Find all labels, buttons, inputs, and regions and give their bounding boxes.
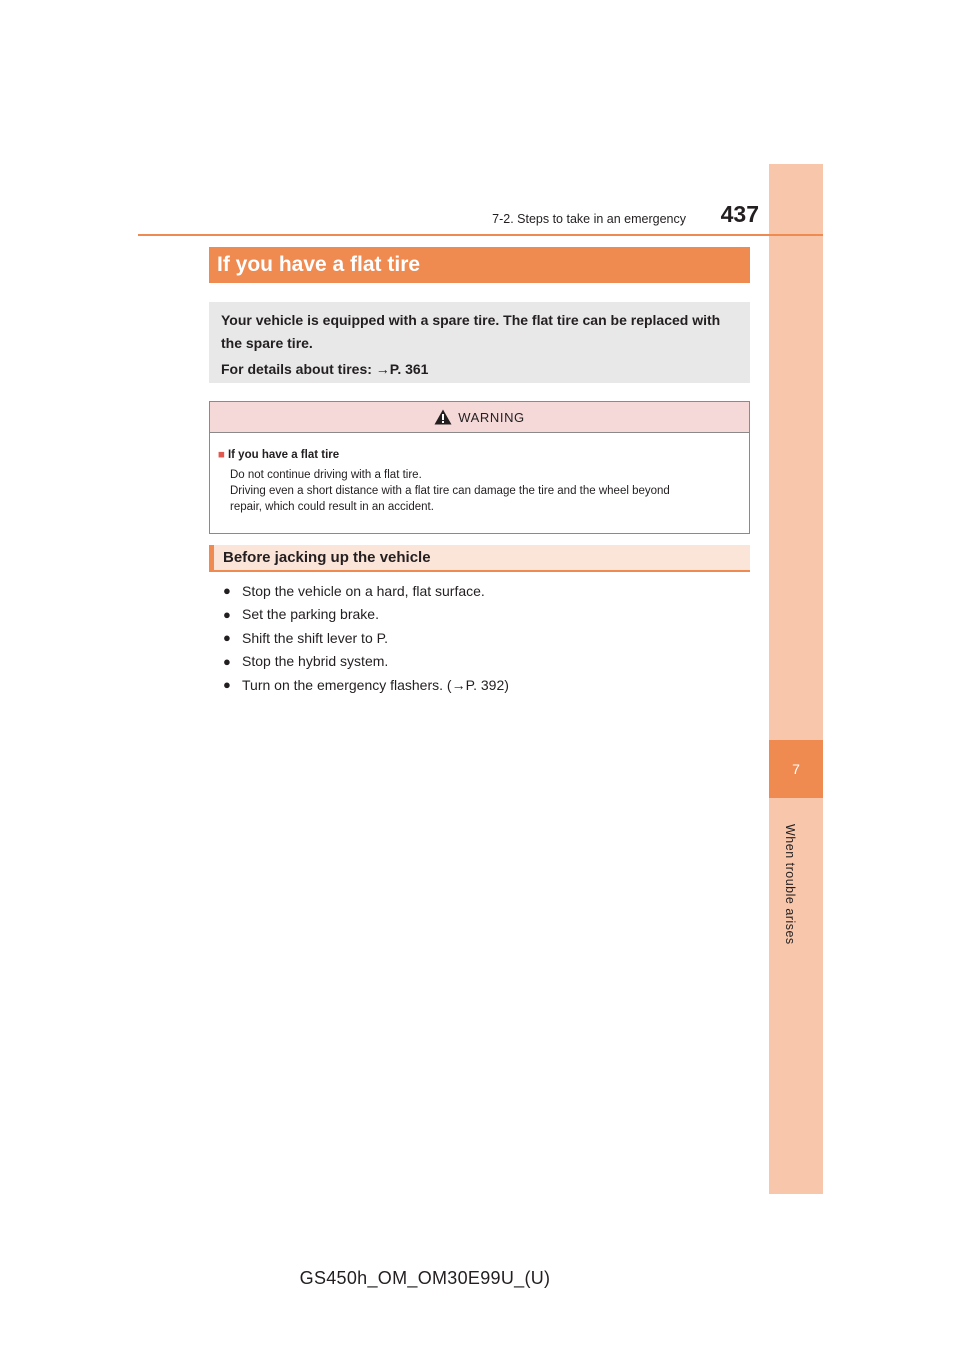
chapter-side-tab [769,164,823,1194]
list-item [223,650,743,674]
warning-body [210,433,749,515]
section-title: 7-2. Steps to take in an emergency [492,212,686,226]
list-item-text: Stop the vehicle on a hard, flat surface. [242,582,485,599]
warning-subheading [218,447,741,463]
intro-line: Your vehicle is equipped with a spare tire. The flat tire can be replaced with [221,312,721,328]
page-number: 437 [720,201,759,227]
page-title: If you have a flat tire [209,247,750,283]
list-item-text: Turn on the emergency flashers. (→P. 392) [242,676,509,693]
bullet-icon: ● [223,606,231,622]
page-header [138,201,823,236]
intro-reference: For details about tires: →P. 361 [221,361,429,377]
document-code: GS450h_OM_OM30E99U_(U) [299,1268,551,1288]
warning-line: Driving even a short distance with a flat tire can damage the tire and the wheel beyond [230,485,670,497]
subsection-title: Before jacking up the vehicle [209,545,750,572]
warning-box [209,401,750,534]
intro-box [209,302,750,383]
list-item [223,673,743,697]
warning-header [210,402,749,433]
square-bullet-icon: ■ [218,449,225,461]
bullet-icon: ● [223,653,231,669]
warning-line: Do not continue driving with a flat tire. [230,469,422,481]
document-footer [0,1268,960,1289]
warning-text [218,467,741,515]
list-item-text: Stop the hybrid system. [242,653,389,670]
warning-line: repair, which could result in an accident. [230,501,434,513]
chapter-title: When trouble arises [783,824,797,945]
warning-subheading-text: If you have a flat tire [227,449,340,461]
list-item [223,603,743,627]
list-item-text: Shift the shift lever to P. [242,629,389,646]
chapter-number: 7 [769,740,823,798]
bullet-icon: ● [223,583,231,599]
warning-triangle-icon [434,409,452,425]
list-item [223,579,743,603]
list-item-text: Set the parking brake. [242,606,379,623]
list-item [223,626,743,650]
bullet-icon: ● [223,677,231,693]
warning-label: WARNING [458,409,525,425]
intro-line: the spare tire. [221,335,313,351]
bullet-list [223,579,743,697]
bullet-icon: ● [223,630,231,646]
